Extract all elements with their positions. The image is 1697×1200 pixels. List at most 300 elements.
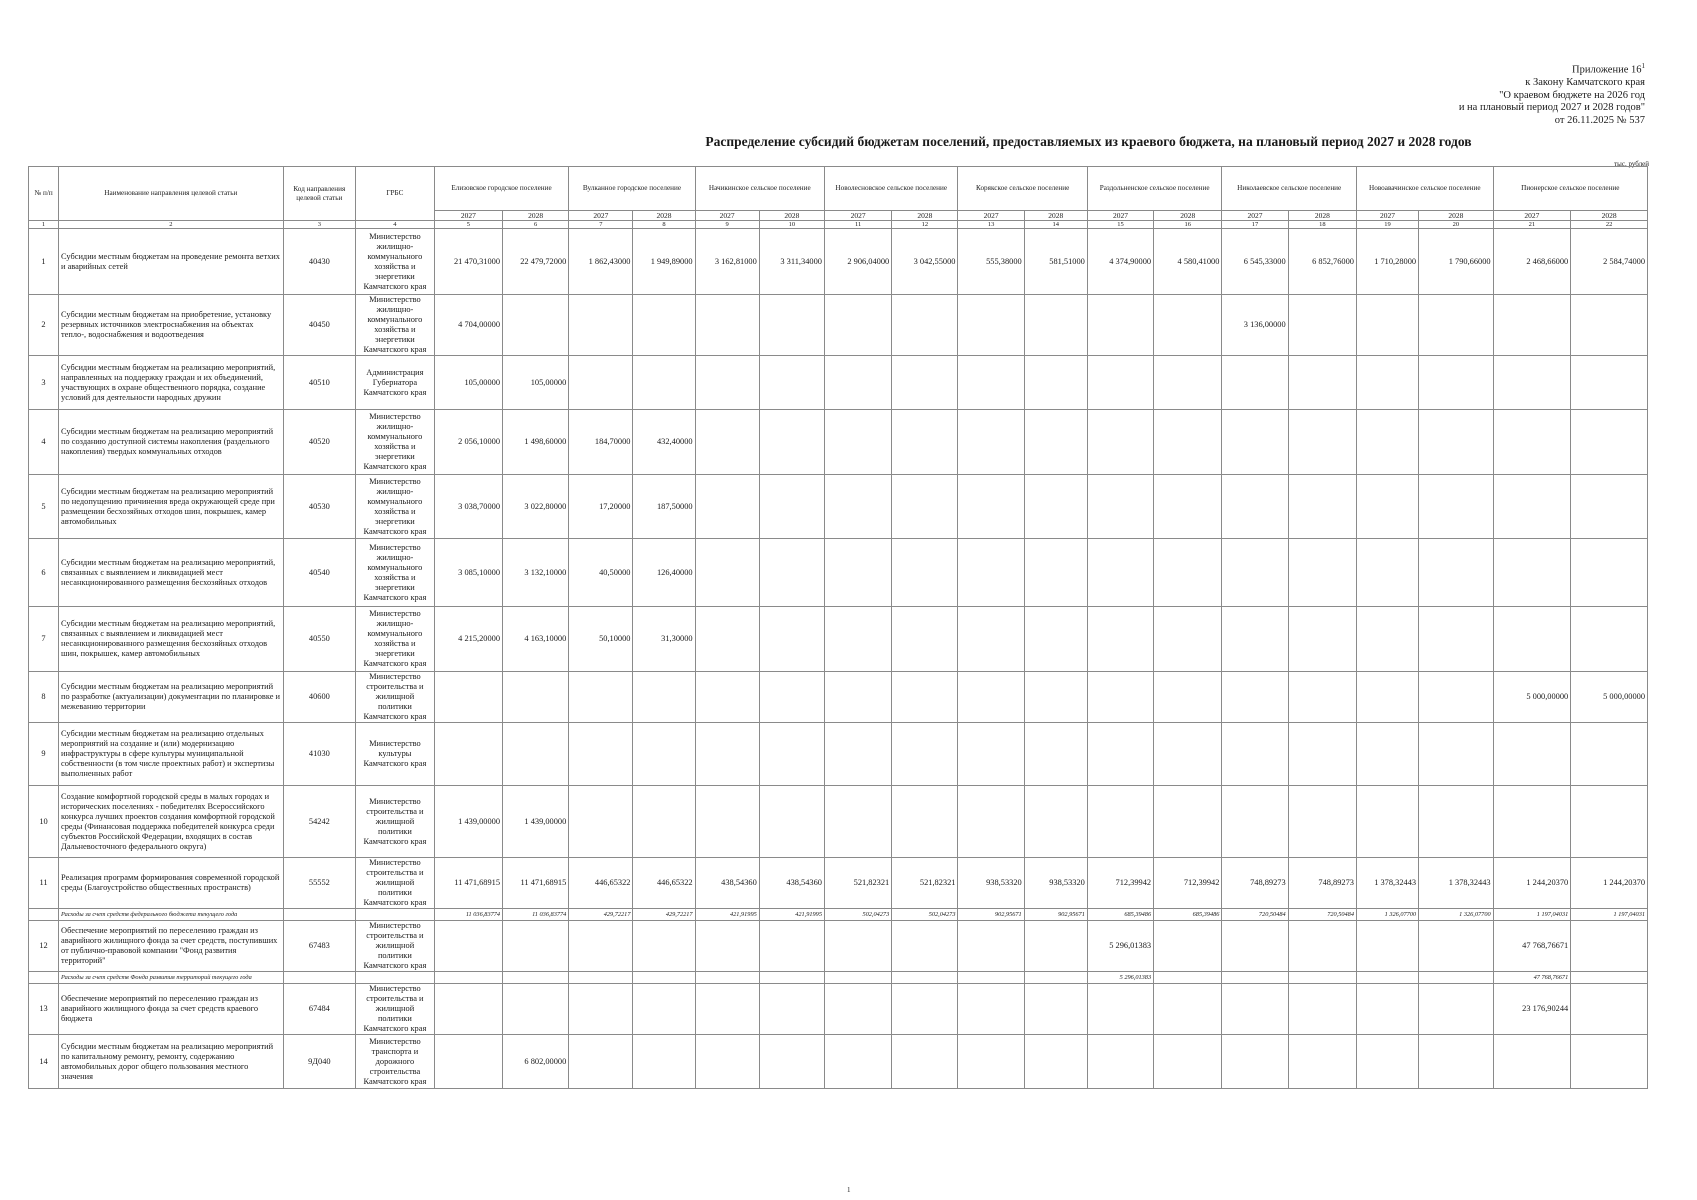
row-value: 1 862,43000 — [569, 229, 633, 295]
row-value: 748,89273 — [1288, 858, 1356, 909]
col-header-settlement: Елизовское городское поселение — [434, 167, 569, 211]
appendix-label: Приложение 16 — [1572, 64, 1642, 76]
row-value — [1222, 972, 1288, 984]
row-value — [1288, 921, 1356, 972]
row-direction: Субсидии местным бюджетам на реализацию мероприятий по капитальному ремонту, ремонту, содержанию автомобильных дорог общего пользования местного значения — [59, 1035, 284, 1089]
row-value — [1288, 1035, 1356, 1089]
row-value: 1 378,32443 — [1419, 858, 1494, 909]
row-value — [759, 921, 824, 972]
row-value: 685,39486 — [1087, 909, 1153, 921]
row-value — [1419, 972, 1494, 984]
row-value — [633, 984, 695, 1035]
row-value — [1024, 984, 1087, 1035]
row-value: 3 042,55000 — [892, 229, 958, 295]
row-value: 1 197,04031 — [1493, 909, 1571, 921]
table-subrow — [29, 909, 1648, 921]
column-index: 4 — [356, 221, 435, 229]
row-value — [1288, 984, 1356, 1035]
row-value — [1571, 723, 1648, 786]
row-value — [1493, 356, 1571, 410]
row-value — [1419, 607, 1494, 672]
row-value — [1024, 1035, 1087, 1089]
year-header: 2028 — [1154, 211, 1222, 221]
row-value — [695, 672, 759, 723]
row-value — [1571, 786, 1648, 858]
row-value — [695, 539, 759, 607]
year-header: 2028 — [633, 211, 695, 221]
row-value — [695, 984, 759, 1035]
year-header: 2028 — [1571, 211, 1648, 221]
row-value: 421,91995 — [759, 909, 824, 921]
row-value — [1288, 475, 1356, 539]
row-value: 1 244,20370 — [1571, 858, 1648, 909]
row-value — [1356, 921, 1418, 972]
row-value: 105,00000 — [503, 356, 569, 410]
table-subrow — [29, 972, 1648, 984]
row-value: 187,50000 — [633, 475, 695, 539]
row-value — [1087, 410, 1153, 475]
row-value — [695, 972, 759, 984]
row-value: 6 852,76000 — [1288, 229, 1356, 295]
row-value — [1024, 607, 1087, 672]
row-code: 40600 — [283, 672, 355, 723]
row-value: 446,65322 — [633, 858, 695, 909]
row-value — [1419, 672, 1494, 723]
row-value — [569, 295, 633, 356]
row-value: 3 162,81000 — [695, 229, 759, 295]
header-row — [29, 167, 1648, 211]
row-value: 40,50000 — [569, 539, 633, 607]
column-index: 20 — [1419, 221, 1494, 229]
row-value: 23 176,90244 — [1493, 984, 1571, 1035]
row-number: 13 — [29, 984, 59, 1035]
column-index: 9 — [695, 221, 759, 229]
row-direction: Субсидии местным бюджетам на реализацию мероприятий, связанных с выявлением и ликвидацией мест несанкционированного размещения бесхозяйных отходов — [59, 539, 284, 607]
appendix-line-5: от 26.11.2025 № 537 — [1554, 114, 1645, 126]
year-header: 2028 — [892, 211, 958, 221]
row-value — [569, 672, 633, 723]
row-value — [1356, 1035, 1418, 1089]
row-value: 4 580,41000 — [1154, 229, 1222, 295]
row-value — [695, 1035, 759, 1089]
row-direction: Субсидии местным бюджетам на реализацию мероприятий по разработке (актуализации) документации по планировке и межеванию территории — [59, 672, 284, 723]
row-value — [1222, 921, 1288, 972]
row-value — [1154, 410, 1222, 475]
row-value — [892, 356, 958, 410]
row-value — [1493, 410, 1571, 475]
row-value — [1024, 672, 1087, 723]
row-value — [1571, 984, 1648, 1035]
row-value — [503, 921, 569, 972]
row-value — [1222, 475, 1288, 539]
column-index: 3 — [283, 221, 355, 229]
row-code: 40450 — [283, 295, 355, 356]
table-head — [29, 167, 1648, 229]
row-value: 5 296,01383 — [1087, 921, 1153, 972]
row-value: 421,91995 — [695, 909, 759, 921]
row-value — [434, 921, 502, 972]
row-value — [1024, 921, 1087, 972]
column-index: 7 — [569, 221, 633, 229]
table-row — [29, 475, 1648, 539]
row-value — [824, 672, 891, 723]
row-value: 712,39942 — [1154, 858, 1222, 909]
row-number — [29, 972, 59, 984]
year-header: 2028 — [1419, 211, 1494, 221]
col-header-settlement: Николаевское сельское поселение — [1222, 167, 1357, 211]
row-value — [695, 786, 759, 858]
row-value — [1356, 672, 1418, 723]
row-value: 429,72217 — [569, 909, 633, 921]
row-value: 11 471,68915 — [503, 858, 569, 909]
row-value — [759, 984, 824, 1035]
row-value — [958, 972, 1024, 984]
row-value — [1154, 539, 1222, 607]
row-value: 1 790,66000 — [1419, 229, 1494, 295]
row-value — [1419, 1035, 1494, 1089]
row-value — [1493, 786, 1571, 858]
col-header-settlement: Пионерское сельское поселение — [1493, 167, 1647, 211]
row-value — [1154, 921, 1222, 972]
row-value: 1 949,89000 — [633, 229, 695, 295]
row-grbs: Министерство жилищно-коммунального хозяйства и энергетики Камчатского края — [356, 229, 435, 295]
col-header-settlement: Новоавачинское сельское поселение — [1356, 167, 1493, 211]
row-value — [1087, 295, 1153, 356]
row-value — [1288, 410, 1356, 475]
row-value — [759, 356, 824, 410]
row-value — [1087, 475, 1153, 539]
row-value: 712,39942 — [1087, 858, 1153, 909]
column-index: 13 — [958, 221, 1024, 229]
row-value — [1154, 475, 1222, 539]
row-value — [759, 972, 824, 984]
row-value: 438,54360 — [759, 858, 824, 909]
table-row — [29, 607, 1648, 672]
row-value — [1222, 356, 1288, 410]
document-title: Распределение субсидий бюджетам поселений, предоставляемых из краевого бюджета, на плановый период 2027 и 2028 годов — [705, 134, 1472, 149]
row-value — [569, 723, 633, 786]
row-value — [1288, 672, 1356, 723]
row-number: 9 — [29, 723, 59, 786]
row-grbs: Министерство строительства и жилищной политики Камчатского края — [356, 672, 435, 723]
row-value — [759, 672, 824, 723]
row-value — [824, 723, 891, 786]
row-number: 12 — [29, 921, 59, 972]
row-value — [1571, 410, 1648, 475]
column-index: 17 — [1222, 221, 1288, 229]
row-value — [1154, 356, 1222, 410]
row-value — [1493, 723, 1571, 786]
table-row — [29, 356, 1648, 410]
row-value — [1493, 1035, 1571, 1089]
row-value — [1222, 672, 1288, 723]
row-value — [1356, 984, 1418, 1035]
row-value — [1419, 356, 1494, 410]
row-grbs: Администрация Губернатора Камчатского края — [356, 356, 435, 410]
col-header-settlement: Начикинское сельское поселение — [695, 167, 824, 211]
row-value: 31,30000 — [633, 607, 695, 672]
year-header: 2027 — [1222, 211, 1288, 221]
row-value — [1288, 972, 1356, 984]
row-grbs: Министерство строительства и жилищной политики Камчатского края — [356, 786, 435, 858]
row-value — [759, 475, 824, 539]
row-value: 555,38000 — [958, 229, 1024, 295]
row-direction: Субсидии местным бюджетам на реализацию мероприятий, связанных с выявлением и ликвидацией мест несанкционированного размещения бесхозяйных отходов шин, покрышек, камер автомобильных — [59, 607, 284, 672]
row-number: 8 — [29, 672, 59, 723]
table-body — [29, 229, 1648, 1089]
row-value — [958, 1035, 1024, 1089]
row-value: 429,72217 — [633, 909, 695, 921]
row-value — [1356, 356, 1418, 410]
row-number — [29, 909, 59, 921]
year-header: 2027 — [1087, 211, 1153, 221]
row-value — [958, 786, 1024, 858]
row-code: 40520 — [283, 410, 355, 475]
column-index: 10 — [759, 221, 824, 229]
year-header: 2027 — [1356, 211, 1418, 221]
row-value: 11 036,83774 — [434, 909, 502, 921]
row-value — [1024, 539, 1087, 607]
row-value: 1 710,28000 — [1356, 229, 1418, 295]
row-value: 3 311,34000 — [759, 229, 824, 295]
row-value — [695, 295, 759, 356]
row-value: 938,53320 — [1024, 858, 1087, 909]
row-value — [1222, 786, 1288, 858]
row-number: 14 — [29, 1035, 59, 1089]
row-code: 9Д040 — [283, 1035, 355, 1089]
column-index: 2 — [59, 221, 284, 229]
row-value — [434, 723, 502, 786]
row-value — [759, 786, 824, 858]
row-value: 2 056,10000 — [434, 410, 502, 475]
row-value — [958, 475, 1024, 539]
row-value — [1419, 921, 1494, 972]
col-header-settlement: Новолесновское сельское поселение — [824, 167, 958, 211]
row-value — [1024, 295, 1087, 356]
column-index: 16 — [1154, 221, 1222, 229]
row-direction: Обеспечение мероприятий по переселению граждан из аварийного жилищного фонда за счет средств краевого бюджета — [59, 984, 284, 1035]
row-value — [892, 410, 958, 475]
row-value: 581,51000 — [1024, 229, 1087, 295]
row-value — [1356, 972, 1418, 984]
row-value — [695, 921, 759, 972]
row-value — [1356, 410, 1418, 475]
row-code: 55552 — [283, 858, 355, 909]
row-code: 54242 — [283, 786, 355, 858]
row-code — [283, 909, 355, 921]
row-grbs: Министерство строительства и жилищной политики Камчатского края — [356, 921, 435, 972]
row-value — [824, 607, 891, 672]
row-value — [1087, 1035, 1153, 1089]
row-value — [1087, 539, 1153, 607]
row-value — [434, 672, 502, 723]
row-value — [892, 672, 958, 723]
row-direction: Обеспечение мероприятий по переселению граждан из аварийного жилищного фонда за счет средств, поступивших от публично-правовой компании "Фонд развития территорий" — [59, 921, 284, 972]
row-value — [1571, 607, 1648, 672]
row-value — [958, 723, 1024, 786]
row-value — [569, 1035, 633, 1089]
row-value: 446,65322 — [569, 858, 633, 909]
column-index-row — [29, 221, 1648, 229]
row-number: 5 — [29, 475, 59, 539]
row-value — [824, 475, 891, 539]
row-value — [1493, 295, 1571, 356]
row-value — [1024, 972, 1087, 984]
row-value: 1 378,32443 — [1356, 858, 1418, 909]
table-row — [29, 410, 1648, 475]
row-value — [569, 984, 633, 1035]
row-value — [1024, 475, 1087, 539]
row-value: 1 326,07700 — [1356, 909, 1418, 921]
column-index: 21 — [1493, 221, 1571, 229]
row-value: 6 802,00000 — [503, 1035, 569, 1089]
row-value — [1571, 972, 1648, 984]
column-index: 14 — [1024, 221, 1087, 229]
row-value: 1 244,20370 — [1493, 858, 1571, 909]
row-value — [1571, 1035, 1648, 1089]
row-value: 432,40000 — [633, 410, 695, 475]
row-value — [1222, 984, 1288, 1035]
row-direction: Субсидии местным бюджетам на реализацию мероприятий по недопущению причинения вреда окружающей среде при размещении бесхозяйных отходов шин, покрышек, камер автомобильных — [59, 475, 284, 539]
appendix-line-3: "О краевом бюджете на 2026 год — [1499, 89, 1645, 101]
column-index: 15 — [1087, 221, 1153, 229]
row-value — [958, 984, 1024, 1035]
row-value — [633, 672, 695, 723]
row-value: 1 197,04031 — [1571, 909, 1648, 921]
row-direction: Реализация программ формирования современной городской среды (Благоустройство общественных пространств) — [59, 858, 284, 909]
row-value — [695, 723, 759, 786]
row-value — [1288, 356, 1356, 410]
row-direction: Субсидии местным бюджетам на проведение ремонта ветхих и аварийных сетей — [59, 229, 284, 295]
row-value — [434, 1035, 502, 1089]
row-direction: Создание комфортной городской среды в малых городах и исторических поселениях - победителях Всероссийского конкурса лучших проектов создания комфортной городской среды (Финансовая поддержка победителей конкурса среди субъектов Российской Федерации, входящих в состав Дальневосточного федерального округа) — [59, 786, 284, 858]
row-value — [1419, 410, 1494, 475]
row-value — [1222, 723, 1288, 786]
row-number: 10 — [29, 786, 59, 858]
row-value — [503, 723, 569, 786]
row-value — [1087, 356, 1153, 410]
row-number: 6 — [29, 539, 59, 607]
row-value — [1087, 984, 1153, 1035]
row-grbs: Министерство строительства и жилищной политики Камчатского края — [356, 984, 435, 1035]
row-value — [958, 921, 1024, 972]
row-value: 4 704,00000 — [434, 295, 502, 356]
row-value: 3 136,00000 — [1222, 295, 1288, 356]
row-value — [695, 475, 759, 539]
row-value: 4 215,20000 — [434, 607, 502, 672]
row-value — [1419, 984, 1494, 1035]
row-value — [1493, 539, 1571, 607]
row-value — [824, 539, 891, 607]
row-value — [1288, 539, 1356, 607]
row-value — [892, 295, 958, 356]
row-value: 1 498,60000 — [503, 410, 569, 475]
row-direction: Субсидии местным бюджетам на приобретение, установку резервных источников электроснабжения на объектах тепло-, водоснабжения и водоотведения — [59, 295, 284, 356]
row-value — [1356, 723, 1418, 786]
appendix-line-1 — [1459, 60, 1645, 77]
row-value — [633, 356, 695, 410]
row-value — [892, 539, 958, 607]
row-value — [1288, 786, 1356, 858]
row-value — [958, 672, 1024, 723]
row-value — [1222, 410, 1288, 475]
row-value — [695, 607, 759, 672]
row-value — [824, 356, 891, 410]
row-value: 902,95671 — [1024, 909, 1087, 921]
row-grbs: Министерство строительства и жилищной политики Камчатского края — [356, 858, 435, 909]
row-value — [1288, 295, 1356, 356]
row-value — [892, 723, 958, 786]
column-index: 18 — [1288, 221, 1356, 229]
row-value: 1 439,00000 — [503, 786, 569, 858]
row-value — [1154, 607, 1222, 672]
row-value — [1356, 295, 1418, 356]
row-value — [759, 723, 824, 786]
row-value — [1288, 723, 1356, 786]
col-header-settlement: Раздольненское сельское поселение — [1087, 167, 1222, 211]
row-direction: Субсидии местным бюджетам на реализацию отдельных мероприятий на создание и (или) модернизацию инфраструктуры в сфере культуры муниципальной собственности (в том числе проектных работ) и экспертизы выполненных работ — [59, 723, 284, 786]
row-value — [1571, 921, 1648, 972]
row-grbs: Министерство жилищно-коммунального хозяйства и энергетики Камчатского края — [356, 295, 435, 356]
appendix-line-4: и на плановый период 2027 и 2028 годов" — [1458, 102, 1645, 114]
col-header-grbs: ГРБС — [356, 167, 435, 221]
row-value — [1288, 607, 1356, 672]
table-row — [29, 539, 1648, 607]
row-value: 438,54360 — [695, 858, 759, 909]
row-value: 126,40000 — [633, 539, 695, 607]
row-number: 3 — [29, 356, 59, 410]
row-number: 4 — [29, 410, 59, 475]
row-value — [1087, 786, 1153, 858]
row-grbs: Министерство транспорта и дорожного строительства Камчатского края — [356, 1035, 435, 1089]
row-value — [503, 972, 569, 984]
row-value — [1419, 723, 1494, 786]
column-index: 6 — [503, 221, 569, 229]
row-value — [633, 1035, 695, 1089]
row-value — [569, 786, 633, 858]
row-value — [1356, 786, 1418, 858]
year-header: 2027 — [1493, 211, 1571, 221]
row-number: 2 — [29, 295, 59, 356]
row-value — [892, 1035, 958, 1089]
row-value: 47 768,76671 — [1493, 921, 1571, 972]
row-value — [824, 410, 891, 475]
row-value — [759, 539, 824, 607]
row-value — [434, 984, 502, 1035]
col-header-code: Код направления целевой статьи — [283, 167, 355, 221]
year-header: 2028 — [503, 211, 569, 221]
row-value — [569, 921, 633, 972]
row-value — [695, 356, 759, 410]
row-value — [1087, 723, 1153, 786]
row-code: 40540 — [283, 539, 355, 607]
row-value — [958, 539, 1024, 607]
units-label: тыс. рублей — [1614, 160, 1649, 168]
row-grbs — [356, 972, 435, 984]
row-value: 6 545,33000 — [1222, 229, 1288, 295]
appendix-line-2: к Закону Камчатского края — [1525, 77, 1645, 89]
row-value: 1 326,07700 — [1419, 909, 1494, 921]
row-value — [1419, 475, 1494, 539]
table-row — [29, 921, 1648, 972]
col-header-direction: Наименование направления целевой статьи — [59, 167, 284, 221]
appendix-superscript: 1 — [1641, 62, 1645, 70]
row-value — [1024, 356, 1087, 410]
row-value: 4 374,90000 — [1087, 229, 1153, 295]
row-value: 17,20000 — [569, 475, 633, 539]
row-code — [283, 972, 355, 984]
row-value — [759, 607, 824, 672]
